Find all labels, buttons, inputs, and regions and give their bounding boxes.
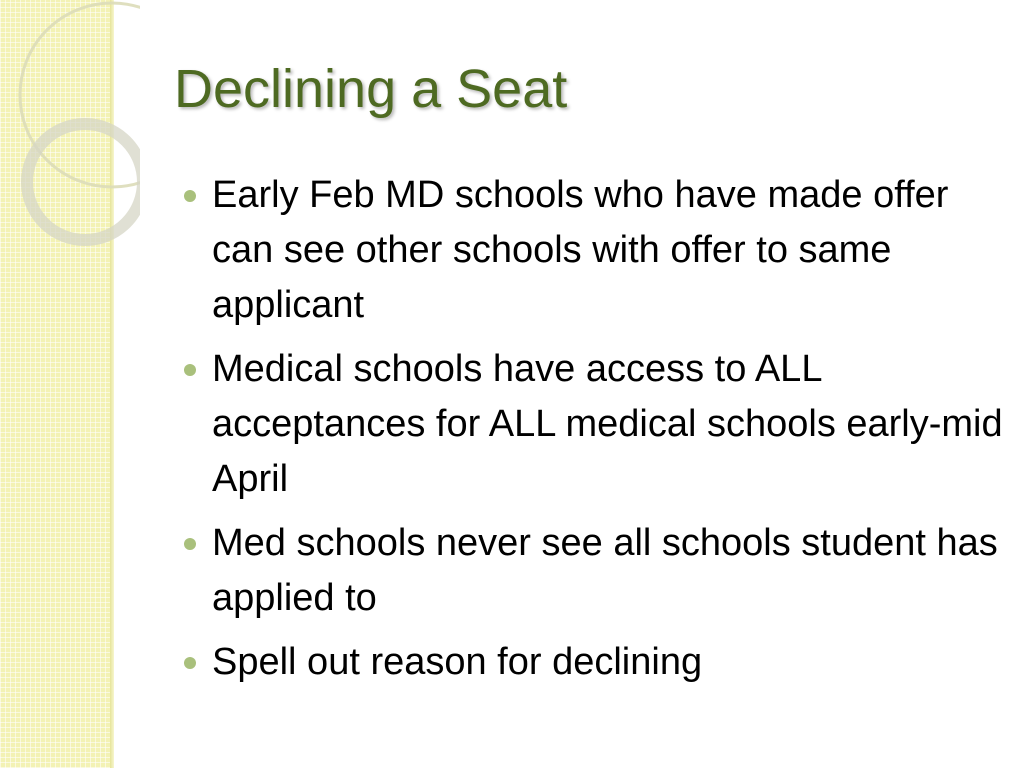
bullet-item <box>184 342 1022 507</box>
bullet-item <box>184 635 1004 690</box>
bullet-text: Early Feb MD schools who have made offer can see other schools with offer to same applicant <box>212 174 949 326</box>
bullet-item <box>184 168 1004 333</box>
side-band-edge <box>110 0 114 768</box>
slide-title: Declining a Seat <box>174 59 568 119</box>
bullet-text: Medical schools have access to ALL acceptances for ALL medical schools early-mid April <box>212 348 1022 500</box>
decorative-side-band <box>0 0 112 768</box>
bullet-text: Spell out reason for declining <box>212 641 703 683</box>
bullet-text: Med schools never see all schools student has applied to <box>212 522 998 619</box>
bullet-icon <box>184 364 196 376</box>
bullet-icon <box>184 657 196 669</box>
bullet-icon <box>184 538 196 550</box>
bullet-list <box>184 168 1022 699</box>
bullet-icon <box>184 190 196 202</box>
bullet-item <box>184 516 1004 626</box>
